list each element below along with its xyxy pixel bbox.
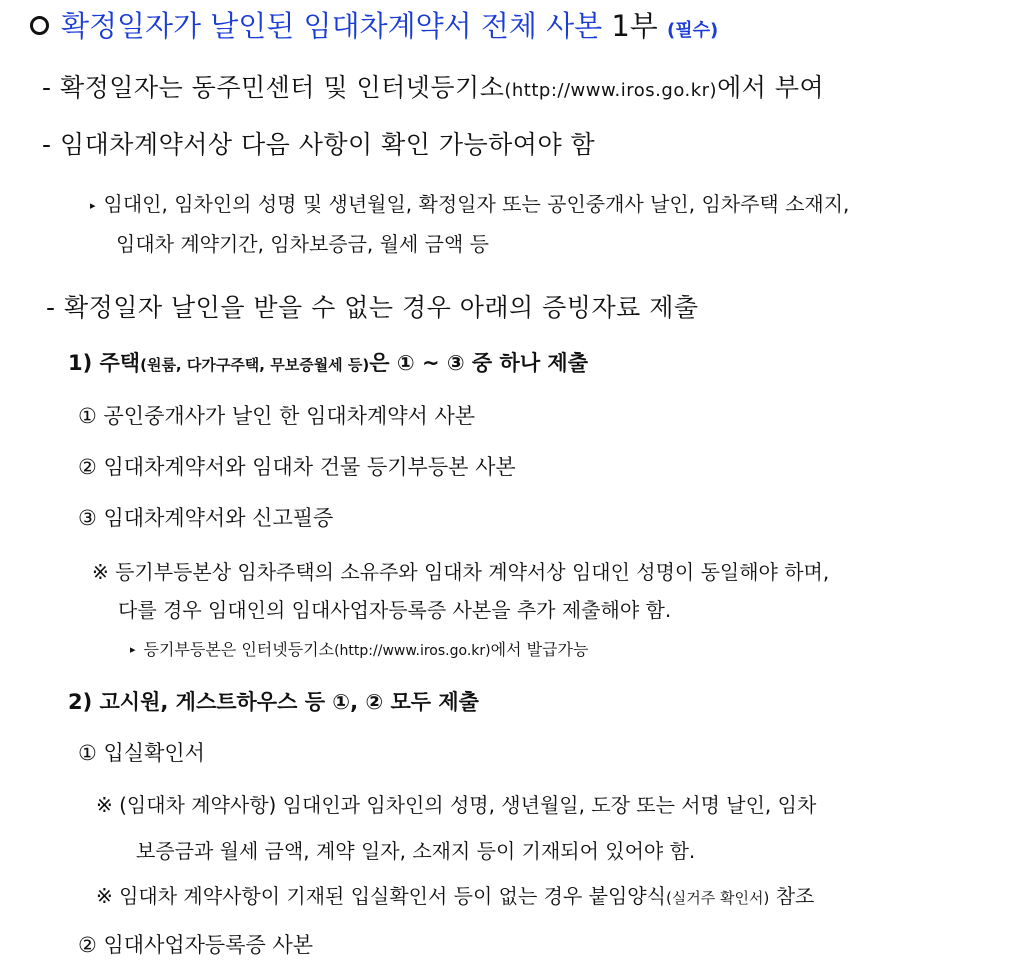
bullet-text: - 확정일자는 동주민센터 및 인터넷등기소 [42,73,505,102]
detail-text: 임대인, 임차인의 성명 및 생년월일, 확정일자 또는 공인중개사 날인, 임차주택 소재지, [103,192,850,216]
bullet-alternative: - 확정일자 날인을 받을 수 없는 경우 아래의 증빙자료 제출 [46,293,699,322]
section2-note1-line1: ※ (임대차 계약사항) 임대인과 임차인의 성명, 생년월일, 도장 또는 서명 날인, 임차 [96,793,817,817]
section1-heading-text: 은 ① ~ ③ 중 하나 제출 [369,351,588,375]
requirements-detail-2: 임대차 계약기간, 임차보증금, 월세 금액 등 [116,232,489,256]
section1-note-line1: ※ 등기부등본상 임차주택의 소유주와 임대차 계약서상 임대인 성명이 동일해야 하며, [92,560,830,584]
section1-subnote [130,637,588,660]
note2-text: 참조 [769,884,815,908]
title-count: 1부 [611,9,658,43]
document-title [30,4,718,45]
section1-note-line2: 다를 경우 임대인의 임대사업자등록증 사본을 추가 제출해야 함. [118,598,672,622]
note2-paren: (실거주 확인서) [665,889,770,907]
subnote-text: 등기부등본은 인터넷등기소 [143,640,335,659]
requirements-detail-1 [90,188,849,217]
section2-item-2: ② 임대사업자등록증 사본 [78,933,314,957]
triangle-right-icon: ▸ [90,199,96,212]
section1-item-3: ③ 임대차계약서와 신고필증 [78,506,334,530]
section1-heading-paren: (원룸, 다가구주택, 무보증월세 등) [140,356,370,374]
bullet-registration [42,68,824,104]
triangle-right-icon: ▸ [130,643,136,656]
section1-heading-text: 1) 주택 [68,351,141,375]
hollow-circle-icon [30,16,49,35]
url-text: (http://www.iros.go.kr) [334,643,491,659]
section2-item-1: ① 입실확인서 [78,741,205,765]
section1-item-1: ① 공인중개사가 날인 한 임대차계약서 사본 [78,404,476,428]
title-required: (필수) [667,20,719,41]
note2-text: ※ 임대차 계약사항이 기재된 입실확인서 등이 없는 경우 붙임양식 [96,884,666,908]
section2-note2 [96,880,814,909]
title-main: 확정일자가 날인된 임대차계약서 전체 사본 [61,9,603,43]
bullet-requirements: - 임대차계약서상 다음 사항이 확인 가능하여야 함 [42,130,596,159]
section2-note1-line2: 보증금과 월세 금액, 계약 일자, 소재지 등이 기재되어 있어야 함. [136,839,696,863]
section1-heading [68,347,588,377]
section1-item-2: ② 임대차계약서와 임대차 건물 등기부등본 사본 [78,455,516,479]
section2-heading: 2) 고시원, 게스트하우스 등 ①, ② 모두 제출 [68,690,479,714]
url-text: (http://www.iros.go.kr) [504,80,718,101]
bullet-text: 에서 부여 [717,73,825,102]
subnote-text: 에서 발급가능 [490,640,589,659]
